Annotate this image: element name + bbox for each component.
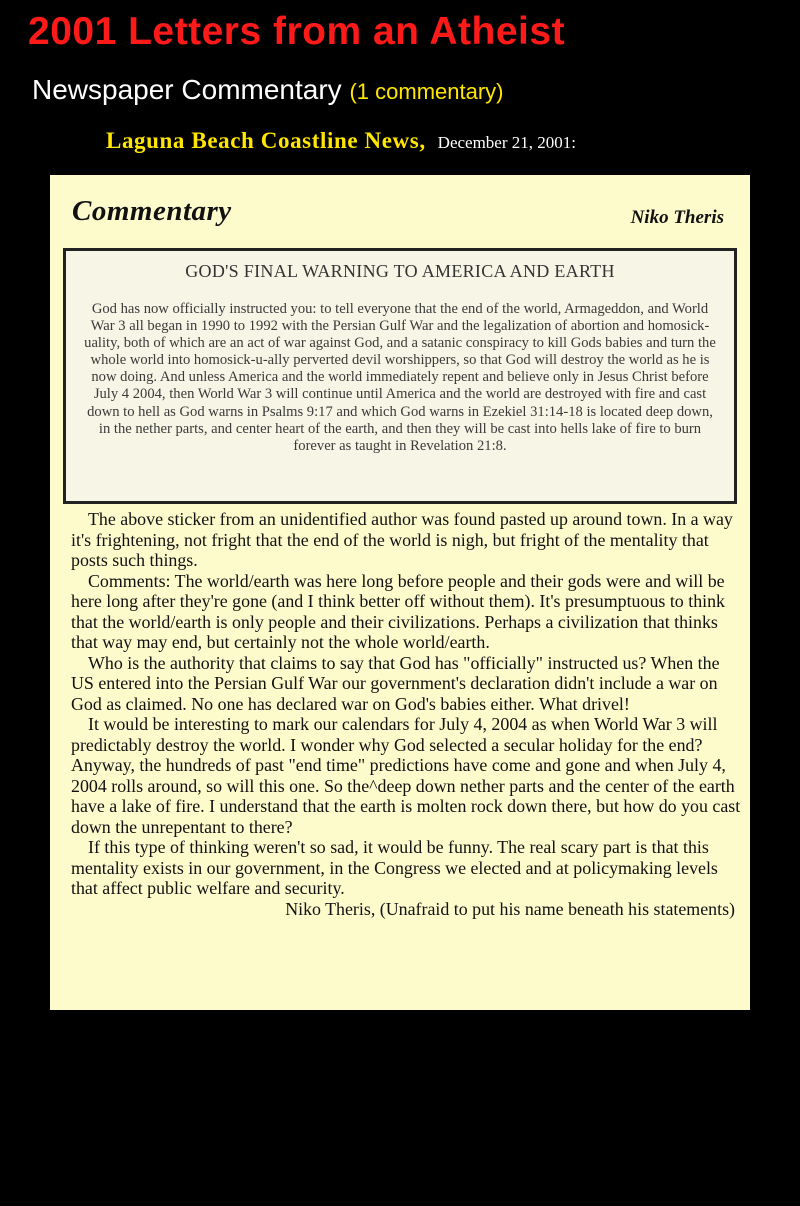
publication-date: December 21, 2001: <box>437 133 576 152</box>
byline: Niko Theris <box>630 207 724 228</box>
sticker-image <box>63 248 737 504</box>
article-body <box>71 509 743 919</box>
page-title: 2001 Letters from an Atheist <box>28 10 566 53</box>
source-comma: , <box>419 128 426 153</box>
commentary-count: (1 commentary) <box>349 79 504 104</box>
newspaper-name: Laguna Beach Coastline News <box>106 128 420 153</box>
subtitle-label: Newspaper Commentary <box>32 74 342 105</box>
article-paragraph: It would be interesting to mark our calendars for July 4, 2004 as when World War 3 will predictably destroy the world. I wonder why God selected a secular holiday for the end? Anyway, the hundreds of past "end time" predictions have come and gone and when July 4, 2004 rolls around, so will this one. So the^deep down nether parts and the center of the earth have a lake of fire. I understand that the earth is molten rock down there, but how do you cast down the unrepentant to there? <box>71 714 741 837</box>
column-heading: Commentary <box>72 195 232 227</box>
article-paragraph: Who is the authority that claims to say that God has "officially" instructed us? When the US entered into the Persian Gulf War our government's declaration didn't include a war on God as claimed. No one has declared war on God's babies either. What drivel! <box>71 652 720 714</box>
signature: Niko Theris, (Unafraid to put his name beneath his statements) <box>285 898 735 919</box>
article-paragraph: Comments: The world/earth was here long before people and their gods were and will be here long after they're gone (and I think better off without them). It's presumptuous to think that the world/earth is only people and their civilizations. Perhaps a civilization that thinks that way may end, but certainly not the whole world/earth. <box>71 570 725 652</box>
source-line <box>106 128 576 154</box>
article-paragraph: The above sticker from an unidentified author was found pasted up around town. In a way it's frightening, not fright that the end of the world is nigh, but fright of the mentality that posts such things. <box>71 509 733 570</box>
section-subtitle <box>32 74 504 106</box>
sticker-body: God has now officially instructed you: to tell everyone that the end of the world, Armageddon, and World War 3 all began in 1990 to 1992 with the Persian Gulf War and the legalization of abortion and homosick-uality, both of which are an act of war against God, and a satanic conspiracy to kill Gods babies and turn the whole world into homosick-u-ally perverted devil worshippers, so that God will destroy the world as he is now doing. And unless America and the world immediately repent and believe only in Jesus Christ before July 4 2004, then World War 3 will continue until America and the world are destroyed with fire and cast down to hell as God warns in Psalms 9:17 and which God warns in Ezekiel 31:14-18 is located deep down, in the nether parts, and center heart of the earth, and then they will be cast into hells lake of fire to burn forever as taught in Revelation 21:8. <box>84 301 716 454</box>
sticker-title: GOD'S FINAL WARNING TO AMERICA AND EARTH <box>185 261 615 281</box>
newspaper-clipping <box>50 175 750 1010</box>
article-paragraph: If this type of thinking weren't so sad, it would be funny. The real scary part is that this mentality exists in our government, in the Congress we elected and at policymaking levels that affect public welfare and security. <box>71 837 718 898</box>
